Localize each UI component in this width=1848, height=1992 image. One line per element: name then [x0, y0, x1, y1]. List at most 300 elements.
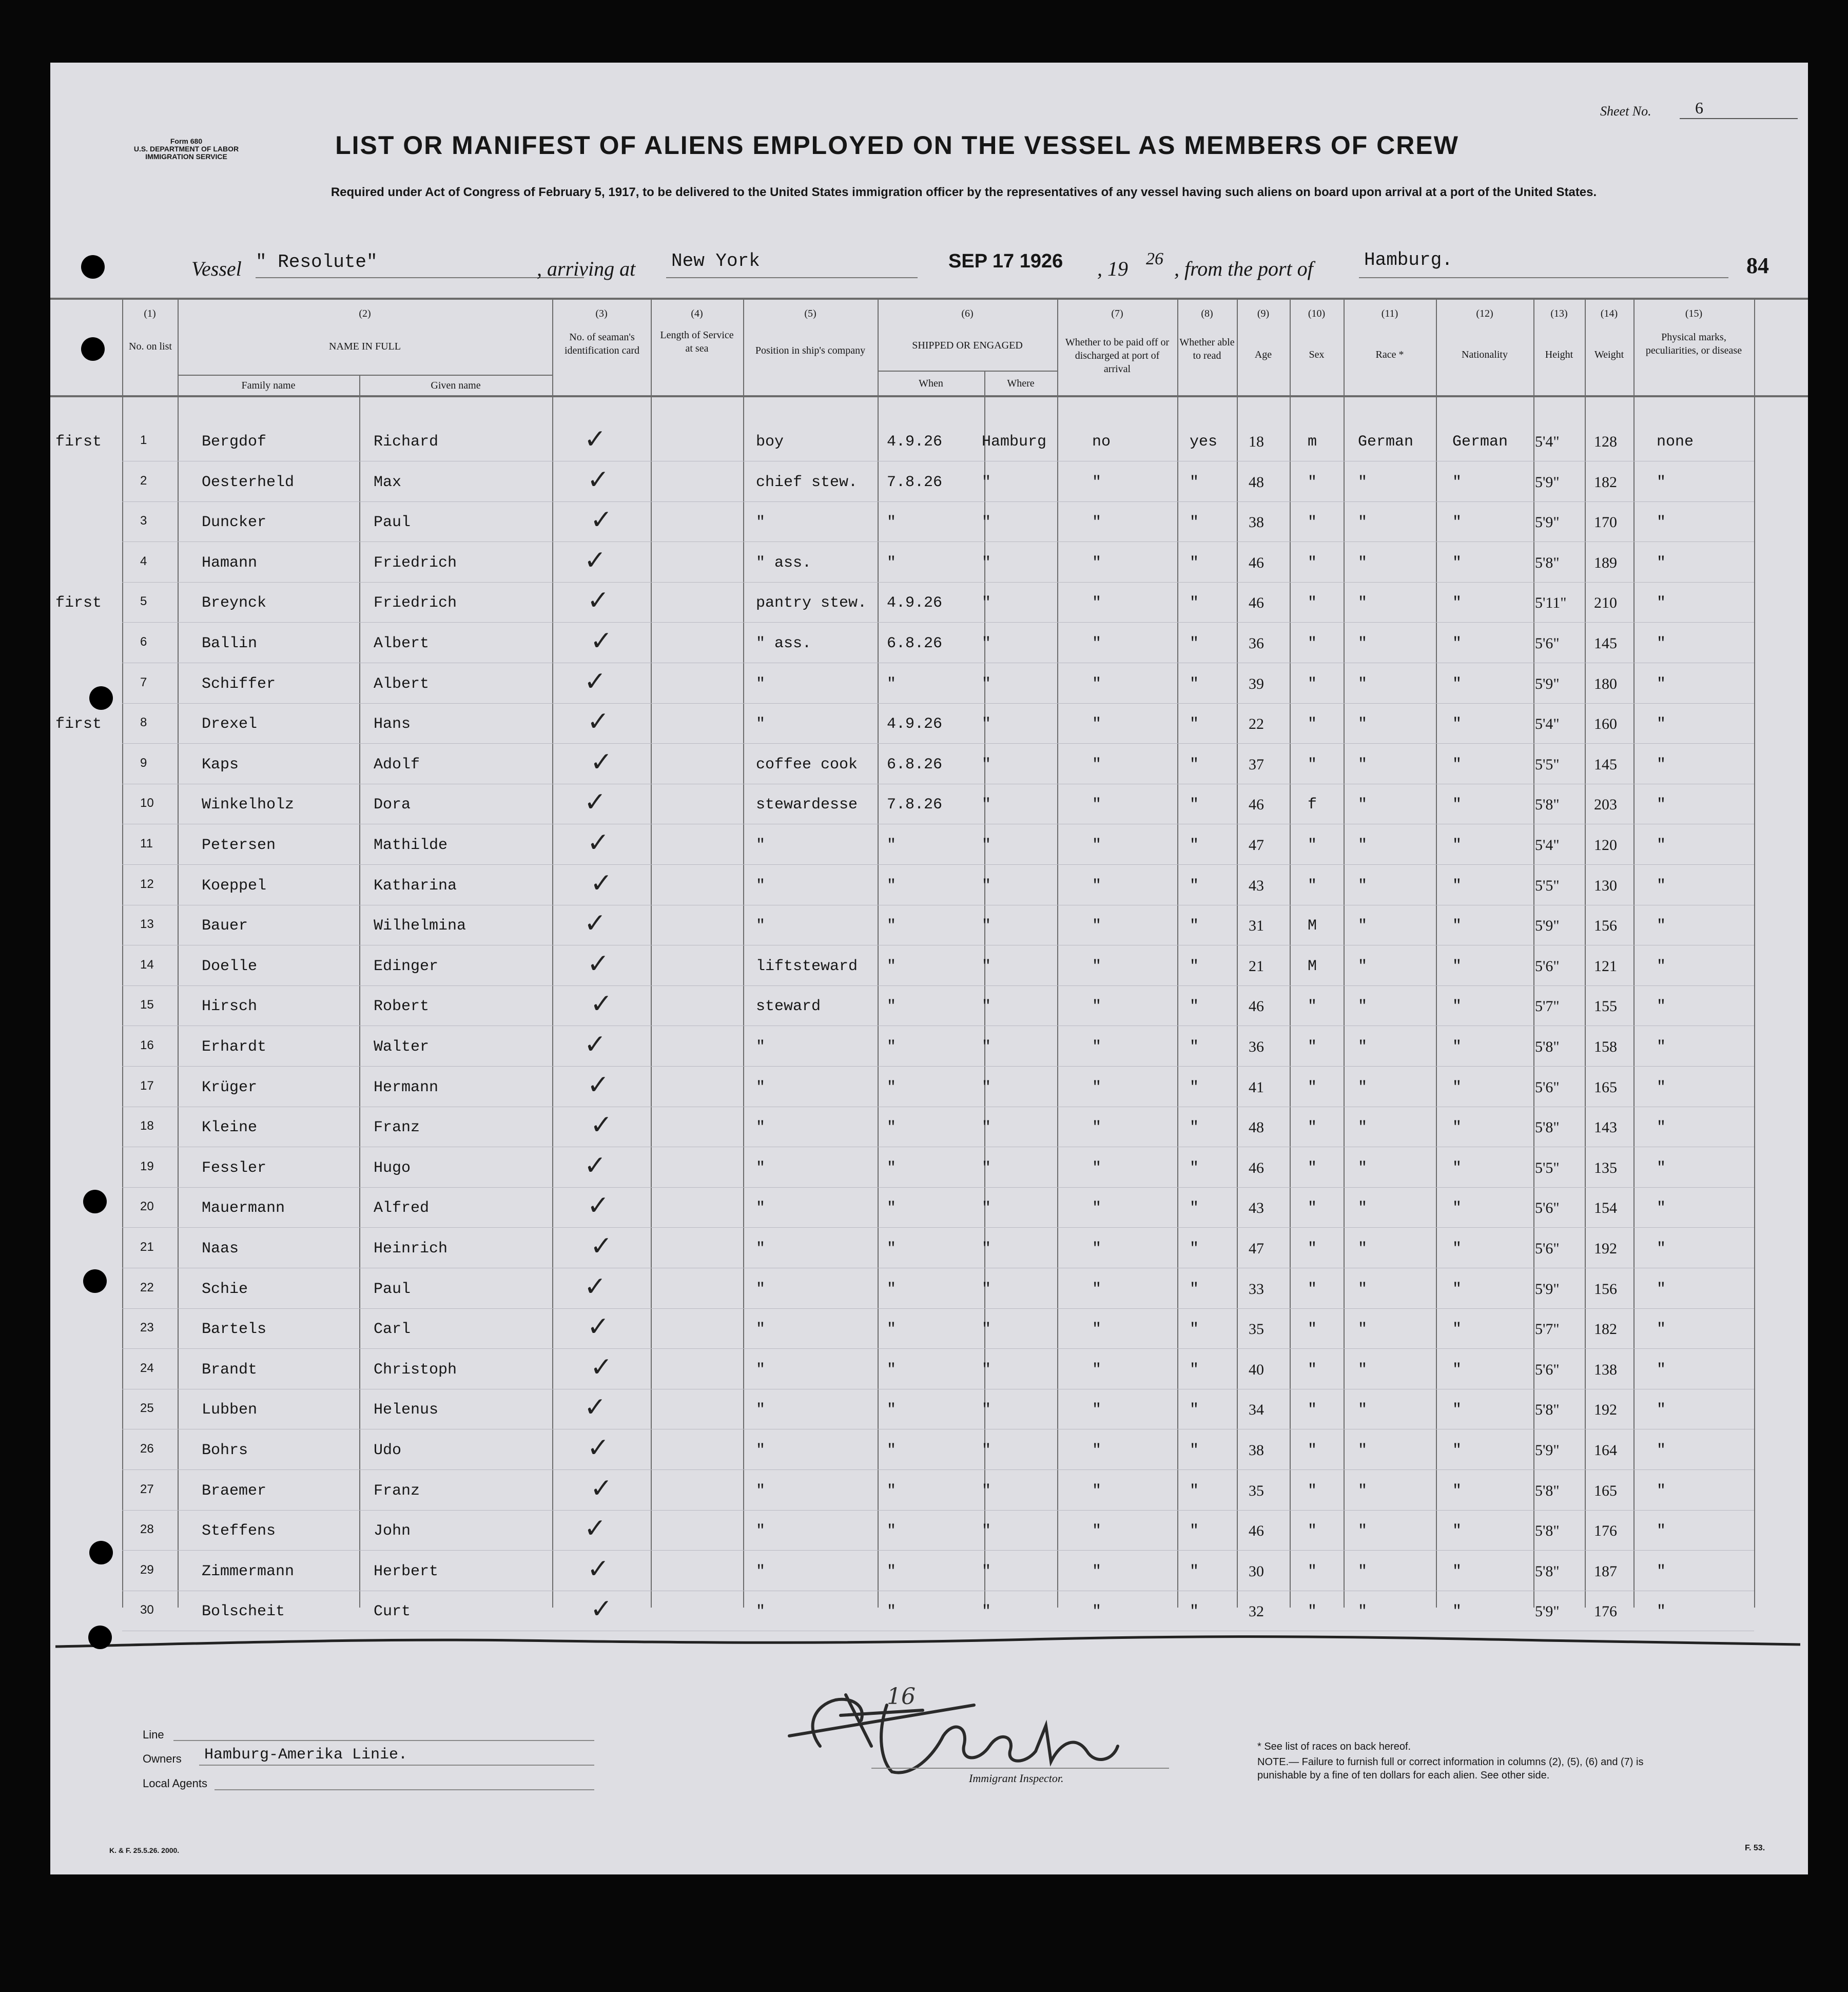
row-number: 9	[140, 756, 147, 770]
shipped-when-cell: "	[887, 998, 897, 1016]
race-cell: "	[1358, 1361, 1368, 1379]
able-to-read-cell: "	[1190, 837, 1199, 854]
sex-cell: "	[1308, 756, 1317, 773]
paid-off-cell: "	[1092, 998, 1102, 1016]
check-mark-icon: ✓	[590, 1231, 613, 1262]
weight-cell: 170	[1594, 514, 1617, 531]
physical-marks-cell: "	[1657, 473, 1666, 491]
position-cell: boy	[756, 433, 784, 451]
race-cell: "	[1358, 917, 1368, 935]
sex-cell: M	[1308, 957, 1317, 975]
position-cell: "	[756, 917, 766, 935]
age-cell: 32	[1249, 1603, 1264, 1620]
nationality-cell: "	[1452, 1240, 1462, 1258]
row-rule	[122, 1348, 1754, 1349]
family-name-cell: Duncker	[202, 514, 267, 532]
shipped-where-cell: "	[982, 1361, 991, 1379]
position-cell: " ass.	[756, 635, 812, 652]
check-mark-icon: ✓	[584, 666, 607, 697]
table-row	[50, 906, 1808, 946]
paid-off-cell: "	[1092, 514, 1102, 532]
sex-cell: "	[1308, 1482, 1317, 1500]
check-mark-icon: ✓	[590, 1110, 613, 1141]
header-paid-off: Whether to be paid off or discharged at port of arrival	[1065, 337, 1170, 375]
race-note: * See list of races on back hereof.	[1257, 1741, 1411, 1752]
header-no-on-list: No. on list	[129, 341, 172, 352]
height-cell: 5'6"	[1535, 635, 1560, 652]
height-cell: 5'9"	[1535, 1442, 1560, 1459]
inspector-label: Immigrant Inspector.	[969, 1772, 1064, 1785]
check-mark-icon: ✓	[590, 505, 613, 536]
row-note: first	[55, 594, 102, 612]
given-name-cell: Franz	[374, 1119, 420, 1137]
paid-off-cell: "	[1092, 1522, 1102, 1540]
position-cell: " ass.	[756, 554, 812, 572]
race-cell: "	[1358, 1119, 1368, 1137]
inspector-underline	[871, 1768, 1169, 1769]
shipped-when-cell: "	[887, 1200, 897, 1217]
age-cell: 46	[1249, 998, 1264, 1015]
binder-hole	[83, 1269, 107, 1293]
row-number: 8	[140, 715, 147, 730]
physical-marks-cell: "	[1657, 554, 1666, 572]
table-row	[50, 1390, 1808, 1430]
check-mark-icon: ✓	[587, 827, 610, 858]
physical-marks-cell: "	[1657, 1401, 1666, 1419]
check-mark-icon: ✓	[587, 1311, 610, 1343]
shipped-where-cell: "	[982, 957, 991, 975]
shipped-when-cell: "	[887, 1038, 897, 1056]
paid-off-cell: "	[1092, 837, 1102, 854]
row-rule	[122, 1550, 1754, 1551]
position-cell: "	[756, 1200, 766, 1217]
paid-off-cell: "	[1092, 877, 1102, 895]
paid-off-cell: "	[1092, 1200, 1102, 1217]
owners-underline	[199, 1765, 594, 1766]
race-cell: "	[1358, 796, 1368, 814]
race-cell: "	[1358, 957, 1368, 975]
weight-cell: 203	[1594, 796, 1617, 814]
family-name-cell: Naas	[202, 1240, 239, 1258]
height-cell: 5'8"	[1535, 1119, 1560, 1136]
row-number: 11	[140, 837, 153, 850]
nationality-cell: German	[1452, 433, 1508, 451]
given-name-cell: Friedrich	[374, 554, 457, 572]
shipped-subheader-rule	[878, 371, 1057, 372]
race-cell: "	[1358, 756, 1368, 773]
physical-marks-cell: "	[1657, 1321, 1666, 1339]
row-rule	[122, 743, 1754, 744]
height-cell: 5'9"	[1535, 917, 1560, 935]
shipped-when-cell: "	[887, 1321, 897, 1339]
height-cell: 5'9"	[1535, 1603, 1560, 1620]
family-name-cell: Kleine	[202, 1119, 258, 1137]
row-number: 25	[140, 1401, 154, 1416]
check-mark-icon: ✓	[584, 424, 607, 455]
weight-cell: 182	[1594, 473, 1617, 491]
shipped-where-cell: "	[982, 1482, 991, 1500]
nationality-cell: "	[1452, 1280, 1462, 1298]
able-to-read-cell: yes	[1190, 433, 1218, 451]
table-row	[50, 1108, 1808, 1148]
shipped-where-cell: "	[982, 594, 991, 612]
physical-marks-cell: "	[1657, 1038, 1666, 1056]
service-name: IMMIGRATION SERVICE	[145, 152, 227, 161]
check-mark-icon: ✓	[587, 464, 610, 495]
position-cell: "	[756, 1119, 766, 1137]
check-mark-icon: ✓	[590, 989, 613, 1020]
row-number: 18	[140, 1119, 154, 1133]
sex-cell: "	[1308, 1522, 1317, 1540]
table-row	[50, 664, 1808, 704]
shipped-when-cell: 7.8.26	[887, 473, 943, 491]
table-row	[50, 1592, 1808, 1632]
check-mark-icon: ✓	[587, 1433, 610, 1463]
age-cell: 38	[1249, 514, 1264, 531]
row-number: 4	[140, 554, 147, 568]
height-cell: 5'8"	[1535, 1401, 1560, 1419]
sex-cell: "	[1308, 1200, 1317, 1217]
shipped-where-cell: "	[982, 1240, 991, 1258]
given-name-cell: Robert	[374, 998, 430, 1016]
paid-off-cell: "	[1092, 1280, 1102, 1298]
header-given-name: Given name	[431, 380, 481, 391]
table-row	[50, 1188, 1808, 1228]
able-to-read-cell: "	[1190, 514, 1199, 532]
shipped-where-cell: "	[982, 1280, 991, 1298]
able-to-read-cell: "	[1190, 715, 1199, 733]
weight-cell: 130	[1594, 877, 1617, 894]
position-cell: "	[756, 715, 766, 733]
able-to-read-cell: "	[1190, 635, 1199, 652]
sheet-number-underline	[1680, 118, 1798, 119]
row-rule	[122, 864, 1754, 865]
header-nationality: Nationality	[1462, 349, 1508, 360]
from-port-underline	[1359, 277, 1728, 278]
table-row	[50, 1309, 1808, 1349]
check-mark-icon: ✓	[587, 1553, 610, 1584]
paid-off-cell: "	[1092, 1038, 1102, 1056]
row-number: 21	[140, 1240, 154, 1254]
table-row	[50, 1229, 1808, 1269]
physical-marks-cell: "	[1657, 756, 1666, 773]
shipped-when-cell: "	[887, 1603, 897, 1621]
race-cell: German	[1358, 433, 1414, 451]
shipped-where-cell: "	[982, 1078, 991, 1096]
sex-cell: "	[1308, 594, 1317, 612]
height-cell: 5'6"	[1535, 1200, 1560, 1217]
race-cell: "	[1358, 675, 1368, 693]
row-rule	[122, 1510, 1754, 1511]
check-mark-icon: ✓	[584, 1513, 607, 1544]
race-cell: "	[1358, 1442, 1368, 1459]
height-cell: 5'5"	[1535, 756, 1560, 773]
sheet-number-label: Sheet No.	[1600, 104, 1651, 119]
row-number: 24	[140, 1361, 154, 1375]
position-cell: stewardesse	[756, 796, 858, 814]
able-to-read-cell: "	[1190, 998, 1199, 1016]
height-cell: 5'7"	[1535, 1321, 1560, 1338]
table-row	[50, 462, 1808, 502]
header-where: Where	[1007, 378, 1035, 389]
row-rule	[122, 1187, 1754, 1188]
family-name-cell: Bolscheit	[202, 1603, 285, 1621]
race-cell: "	[1358, 998, 1368, 1016]
check-mark-icon: ✓	[590, 867, 613, 899]
given-name-cell: Dora	[374, 796, 411, 814]
weight-cell: 165	[1594, 1078, 1617, 1096]
family-name-cell: Bauer	[202, 917, 248, 935]
header-sex: Sex	[1309, 349, 1325, 360]
height-cell: 5'8"	[1535, 554, 1560, 571]
row-note: first	[55, 715, 102, 733]
physical-marks-cell: "	[1657, 1280, 1666, 1298]
header-shipped: SHIPPED OR ENGAGED	[912, 340, 1023, 351]
race-cell: "	[1358, 1562, 1368, 1580]
position-cell: chief stew.	[756, 473, 858, 491]
able-to-read-cell: "	[1190, 1562, 1199, 1580]
age-cell: 34	[1249, 1401, 1264, 1419]
race-cell: "	[1358, 635, 1368, 652]
table-row	[50, 1027, 1808, 1067]
paid-off-cell: "	[1092, 1321, 1102, 1339]
physical-marks-cell: "	[1657, 715, 1666, 733]
col-number: (7)	[1111, 308, 1123, 319]
height-cell: 5'4"	[1535, 433, 1560, 450]
binder-hole	[81, 255, 105, 279]
position-cell: "	[756, 1280, 766, 1298]
physical-marks-cell: "	[1657, 1442, 1666, 1459]
family-name-cell: Ballin	[202, 635, 258, 652]
physical-marks-cell: "	[1657, 594, 1666, 612]
row-number: 26	[140, 1442, 154, 1456]
table-row	[50, 1350, 1808, 1390]
paid-off-cell: "	[1092, 756, 1102, 773]
family-name-cell: Petersen	[202, 837, 276, 854]
sex-cell: "	[1308, 1119, 1317, 1137]
header-position: Position in ship's company	[755, 345, 866, 356]
family-name-cell: Bohrs	[202, 1442, 248, 1459]
shipped-where-cell: "	[982, 514, 991, 532]
given-name-cell: Heinrich	[374, 1240, 448, 1258]
weight-cell: 176	[1594, 1603, 1617, 1620]
row-number: 2	[140, 473, 147, 488]
age-cell: 35	[1249, 1321, 1264, 1338]
physical-marks-cell: "	[1657, 1361, 1666, 1379]
paid-off-cell: "	[1092, 1603, 1102, 1621]
check-mark-icon: ✓	[590, 1594, 613, 1625]
check-mark-icon: ✓	[584, 1029, 607, 1060]
height-cell: 5'8"	[1535, 796, 1560, 814]
race-cell: "	[1358, 1078, 1368, 1096]
nationality-cell: "	[1452, 796, 1462, 814]
row-number: 7	[140, 675, 147, 689]
age-cell: 46	[1249, 1522, 1264, 1540]
col-number: (11)	[1381, 308, 1398, 319]
table-row	[50, 987, 1808, 1027]
given-name-cell: Carl	[374, 1321, 411, 1339]
given-name-cell: Christoph	[374, 1361, 457, 1379]
check-mark-icon: ✓	[587, 1190, 610, 1222]
manifest-sheet	[50, 63, 1808, 1874]
position-cell: "	[756, 1522, 766, 1540]
physical-marks-cell: "	[1657, 1159, 1666, 1177]
height-cell: 5'11"	[1535, 594, 1567, 612]
paid-off-cell: "	[1092, 1482, 1102, 1500]
shipped-where-cell: "	[982, 1321, 991, 1339]
printer-mark: K. & F. 25.5.26. 2000.	[109, 1846, 180, 1854]
check-mark-icon: ✓	[584, 545, 607, 576]
paid-off-cell: "	[1092, 796, 1102, 814]
shipped-where-cell: "	[982, 473, 991, 491]
department-name: U.S. DEPARTMENT OF LABOR	[133, 145, 239, 153]
shipped-when-cell: "	[887, 1361, 897, 1379]
col-number: (15)	[1685, 308, 1703, 319]
given-name-cell: Albert	[374, 635, 430, 652]
check-mark-icon: ✓	[587, 706, 610, 738]
able-to-read-cell: "	[1190, 1119, 1199, 1137]
height-cell: 5'9"	[1535, 473, 1560, 491]
table-row	[50, 1471, 1808, 1511]
weight-cell: 143	[1594, 1119, 1617, 1136]
paid-off-cell: "	[1092, 635, 1102, 652]
nationality-cell: "	[1452, 1200, 1462, 1217]
weight-cell: 210	[1594, 594, 1617, 612]
nationality-cell: "	[1452, 514, 1462, 532]
nationality-cell: "	[1452, 473, 1462, 491]
sex-cell: "	[1308, 554, 1317, 572]
position-cell: steward	[756, 998, 821, 1016]
shipped-where-cell: "	[982, 1119, 991, 1137]
family-name-cell: Doelle	[202, 957, 258, 975]
check-mark-icon: ✓	[587, 585, 610, 616]
weight-cell: 156	[1594, 917, 1617, 935]
able-to-read-cell: "	[1190, 1240, 1199, 1258]
family-name-cell: Breynck	[202, 594, 267, 612]
shipped-where-cell: "	[982, 1522, 991, 1540]
age-cell: 39	[1249, 675, 1264, 692]
col-number: (9)	[1257, 308, 1270, 319]
able-to-read-cell: "	[1190, 675, 1199, 693]
shipped-where-cell: "	[982, 1603, 991, 1621]
nationality-cell: "	[1452, 1361, 1462, 1379]
shipped-where-cell: "	[982, 1442, 991, 1459]
row-rule	[122, 622, 1754, 623]
family-name-cell: Drexel	[202, 715, 258, 733]
paid-off-cell: "	[1092, 1159, 1102, 1177]
form-code: F. 53.	[1745, 1844, 1765, 1852]
position-cell: "	[756, 1562, 766, 1580]
row-number: 10	[140, 796, 154, 810]
given-name-cell: Richard	[374, 433, 439, 451]
check-mark-icon: ✓	[587, 1069, 610, 1100]
able-to-read-cell: "	[1190, 917, 1199, 935]
nationality-cell: "	[1452, 1562, 1462, 1580]
height-cell: 5'9"	[1535, 1280, 1560, 1298]
binder-hole	[89, 1541, 113, 1564]
nationality-cell: "	[1452, 998, 1462, 1016]
row-number: 15	[140, 998, 154, 1012]
row-number: 13	[140, 917, 154, 932]
race-cell: "	[1358, 1159, 1368, 1177]
given-name-cell: Hermann	[374, 1078, 439, 1096]
given-name-cell: Adolf	[374, 756, 420, 773]
owners-value: Hamburg-Amerika Linie.	[204, 1746, 408, 1764]
shipped-when-cell: "	[887, 957, 897, 975]
weight-cell: 154	[1594, 1200, 1617, 1217]
physical-marks-cell: "	[1657, 1078, 1666, 1096]
shipped-where-cell: "	[982, 1038, 991, 1056]
row-note: first	[55, 433, 102, 451]
col-number: (5)	[804, 308, 816, 319]
race-cell: "	[1358, 1280, 1368, 1298]
height-cell: 5'6"	[1535, 957, 1560, 975]
nationality-cell: "	[1452, 1603, 1462, 1621]
shipped-when-cell: "	[887, 514, 897, 532]
sex-cell: "	[1308, 1038, 1317, 1056]
physical-marks-cell: "	[1657, 635, 1666, 652]
height-cell: 5'6"	[1535, 1078, 1560, 1096]
header-family-name: Family name	[241, 380, 296, 391]
paid-off-cell: "	[1092, 1361, 1102, 1379]
arriving-label: , arriving at	[537, 257, 636, 280]
physical-marks-cell: "	[1657, 796, 1666, 814]
row-number: 19	[140, 1159, 154, 1173]
shipped-where-cell: "	[982, 877, 991, 895]
shipped-where-cell: "	[982, 715, 991, 733]
date-stamp: SEP 17 1926	[948, 250, 1063, 272]
row-rule	[122, 501, 1754, 502]
check-mark-icon: ✓	[590, 746, 613, 778]
family-name-cell: Zimmermann	[202, 1562, 295, 1580]
age-cell: 43	[1249, 1200, 1264, 1217]
col-number: (14)	[1600, 308, 1618, 319]
position-cell: "	[756, 1482, 766, 1500]
weight-cell: 160	[1594, 715, 1617, 733]
sex-cell: m	[1308, 433, 1317, 451]
given-name-cell: Hans	[374, 715, 411, 733]
weight-cell: 138	[1594, 1361, 1617, 1378]
paid-off-cell: "	[1092, 1078, 1102, 1096]
family-name-cell: Schie	[202, 1280, 248, 1298]
table-row	[50, 583, 1808, 623]
physical-marks-cell: "	[1657, 1119, 1666, 1137]
weight-cell: 180	[1594, 675, 1617, 692]
row-rule	[122, 582, 1754, 583]
able-to-read-cell: "	[1190, 594, 1199, 612]
sex-cell: "	[1308, 514, 1317, 532]
shipped-where-cell: "	[982, 554, 991, 572]
table-row	[50, 422, 1808, 462]
shipped-when-cell: 4.9.26	[887, 594, 943, 612]
race-cell: "	[1358, 1603, 1368, 1621]
family-name-cell: Winkelholz	[202, 796, 295, 814]
physical-marks-cell: "	[1657, 1482, 1666, 1500]
given-name-cell: Paul	[374, 1280, 411, 1298]
able-to-read-cell: "	[1190, 1280, 1199, 1298]
given-name-cell: Hugo	[374, 1159, 411, 1177]
header-name-in-full: NAME IN FULL	[329, 341, 401, 352]
given-name-cell: Walter	[374, 1038, 430, 1056]
able-to-read-cell: "	[1190, 1522, 1199, 1540]
row-number: 28	[140, 1522, 154, 1537]
failure-note: NOTE.— Failure to furnish full or correct information in columns (2), (5), (6) and (7) is punishable by a fine of ten dollars for each alien. See other side.	[1257, 1756, 1644, 1781]
shipped-when-cell: "	[887, 1159, 897, 1177]
shipped-where-cell: "	[982, 1401, 991, 1419]
position-cell: "	[756, 1078, 766, 1096]
sex-cell: "	[1308, 1603, 1317, 1621]
family-name-cell: Koeppel	[202, 877, 267, 895]
